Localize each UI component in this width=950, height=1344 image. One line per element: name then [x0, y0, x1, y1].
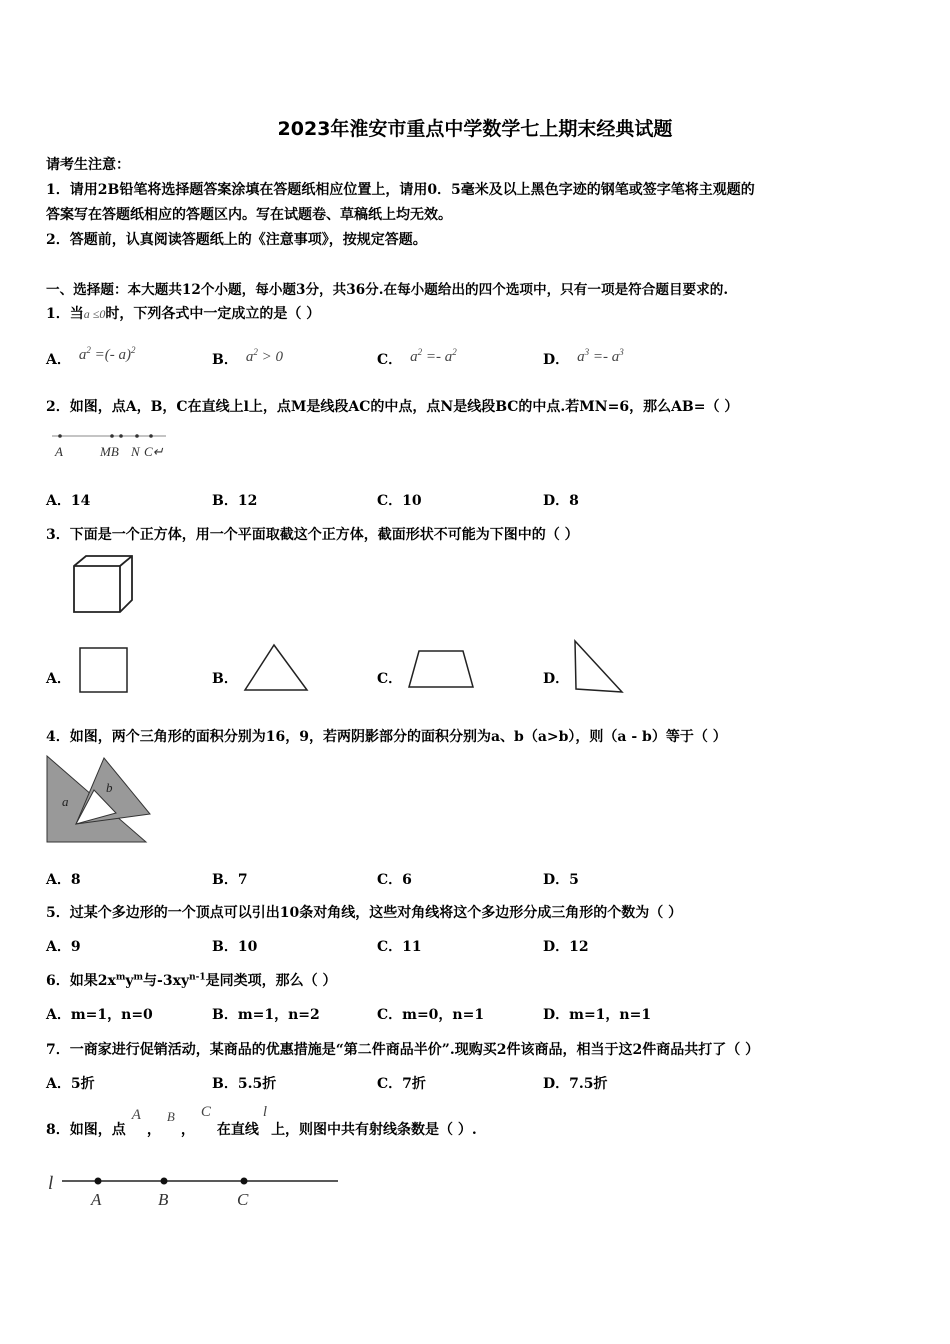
- q7-option-a[interactable]: A．5折: [46, 1076, 95, 1092]
- notice-line-2: 答案写在答题纸相应的答题区内。写在试题卷、草稿纸上均无效。: [46, 207, 452, 223]
- q2-label-a: A: [55, 444, 63, 459]
- q1-option-b[interactable]: [212, 349, 283, 369]
- q2-option-b[interactable]: B．12: [212, 493, 258, 509]
- q1-condition: a ≤0: [83, 307, 106, 321]
- notice-heading: 请考生注意：: [46, 157, 130, 173]
- q5-option-a[interactable]: A．9: [46, 939, 81, 955]
- section-heading: 一、选择题：本大题共12个小题，每小题3分，共36分.在每小题给出的四个选项中，只有一项是符合题目要求的.: [46, 282, 729, 298]
- q8-fig-label-a: A: [91, 1190, 102, 1209]
- q2-figure: [50, 428, 170, 464]
- q1-d-label: D．: [543, 352, 570, 368]
- page-title: 2023年淮安市重点中学数学七上期末经典试题: [277, 118, 673, 140]
- question-5-stem: 5．过某个多边形的一个顶点可以引出10条对角线，这些对角线将这个多边形分成三角形的个数为（ ）: [46, 905, 683, 921]
- q1-b-expr: $a^2 > 0$: [245, 347, 283, 365]
- q1-c-label: C．: [377, 352, 403, 368]
- q8-prefix: 8．如图，点: [46, 1122, 126, 1138]
- q8-figure: [44, 1168, 344, 1212]
- square-icon: [78, 646, 130, 694]
- q1-option-a[interactable]: [46, 345, 136, 369]
- q6-sup-3: n-1: [189, 972, 206, 983]
- q7-option-b[interactable]: B．5.5折: [212, 1076, 277, 1092]
- q4-option-a[interactable]: A．8: [46, 872, 81, 888]
- q5-option-c[interactable]: C．11: [377, 939, 422, 955]
- question-8-stem: 8．如图，点A，B，C在直线l上，则图中共有射线条数是（ ）.: [46, 1104, 477, 1138]
- q4-option-c[interactable]: C．6: [377, 872, 412, 888]
- q8-fig-label-c: C: [237, 1190, 249, 1209]
- q2-option-c[interactable]: C．10: [377, 493, 422, 509]
- question-7-stem: 7．一商家进行促销活动，某商品的优惠措施是“第二件商品半价”.现购买2件该商品，相当于这2件商品共打了（ ）: [46, 1042, 760, 1058]
- q4-label-a: a: [62, 794, 69, 809]
- q2-option-d[interactable]: D．8: [543, 493, 579, 509]
- q4-figure: [44, 754, 156, 846]
- q1-option-c[interactable]: [377, 349, 457, 369]
- q6-sup-1: m: [115, 972, 126, 983]
- q1-d-expr: $a^3 =- a^3$: [577, 347, 624, 365]
- q6-suffix: 是同类项，那么（ ）: [205, 973, 337, 989]
- q6-sup-2: m: [133, 972, 144, 983]
- q8-fig-label-l: l: [48, 1173, 54, 1194]
- q1-option-d[interactable]: [543, 349, 624, 369]
- notice-line-3: 2．答题前，认真阅读答题纸上的《注意事项》，按规定答题。: [46, 232, 427, 248]
- q8-point-a: A: [131, 1107, 141, 1123]
- triangle-icon: [240, 642, 310, 694]
- q2-label-mb: MB: [100, 444, 119, 459]
- question-3-stem: 3．下面是一个正方体，用一个平面取截这个正方体，截面形状不可能为下图中的（ ）: [46, 527, 579, 543]
- q3-option-c[interactable]: C．: [377, 671, 403, 687]
- q1-suffix: 时，下列各式中一定成立的是（ ）: [105, 306, 321, 322]
- q6-option-a[interactable]: A．m=1，n=0: [46, 1007, 153, 1023]
- q1-a-expr: $a^2$ =(- a)$^2$: [78, 345, 136, 363]
- question-4-stem: 4．如图，两个三角形的面积分别为16，9，若两阴影部分的面积分别为a、b（a>b），则（a - b）等于（ ）: [46, 729, 727, 745]
- cube-figure: [70, 554, 136, 616]
- q8-line-l: l: [262, 1104, 268, 1120]
- notice-line-1: 1．请用2B铅笔将选择题答案涂填在答题纸相应位置上，请用0．5毫米及以上黑色字迹的钢笔或签字笔将主观题的: [46, 182, 755, 198]
- q8-point-b: B: [166, 1109, 175, 1124]
- q6-prefix: 6．如果2x: [46, 973, 116, 989]
- q1-b-label: B．: [212, 352, 238, 368]
- q7-option-c[interactable]: C．7折: [377, 1076, 426, 1092]
- question-6-stem: [46, 970, 337, 990]
- q1-a-label: A．: [46, 352, 71, 368]
- q1-c-expr: $a^2 =- a^2$: [410, 347, 457, 365]
- q4-option-d[interactable]: D．5: [543, 872, 579, 888]
- right-triangle-icon: [570, 638, 628, 696]
- q8-fig-label-b: B: [158, 1190, 169, 1209]
- q5-option-b[interactable]: B．10: [212, 939, 258, 955]
- q8-point-c: C: [200, 1104, 211, 1120]
- q7-option-d[interactable]: D．7.5折: [543, 1076, 608, 1092]
- q4-option-b[interactable]: B．7: [212, 872, 248, 888]
- q2-label-c: C↵: [144, 444, 164, 459]
- q8-mid: 在直线: [216, 1122, 259, 1138]
- q2-option-a[interactable]: A．14: [46, 493, 91, 509]
- q8-suffix: 上，则图中共有射线条数是（ ）.: [271, 1122, 477, 1138]
- q6-option-c[interactable]: C．m=0，n=1: [377, 1007, 485, 1023]
- q4-label-b: b: [106, 780, 113, 795]
- q6-option-b[interactable]: B．m=1，n=2: [212, 1007, 320, 1023]
- q6-mid-1: y: [125, 973, 134, 989]
- q6-mid-2: 与-3xy: [143, 973, 190, 989]
- q3-option-a[interactable]: A．: [46, 671, 71, 687]
- question-2-stem: 2．如图，点A，B，C在直线上l上，点M是线段AC的中点，点N是线段BC的中点.若MN=6，那么AB=（ ）: [46, 399, 739, 415]
- q2-label-n: N: [131, 444, 140, 459]
- q6-option-d[interactable]: D．m=1，n=1: [543, 1007, 652, 1023]
- q3-option-d[interactable]: D．: [543, 671, 570, 687]
- trapezoid-icon: [405, 648, 477, 690]
- q3-option-b[interactable]: B．: [212, 671, 238, 687]
- q1-prefix: 1．当: [46, 306, 84, 322]
- question-1-stem: [46, 303, 320, 323]
- q5-option-d[interactable]: D．12: [543, 939, 589, 955]
